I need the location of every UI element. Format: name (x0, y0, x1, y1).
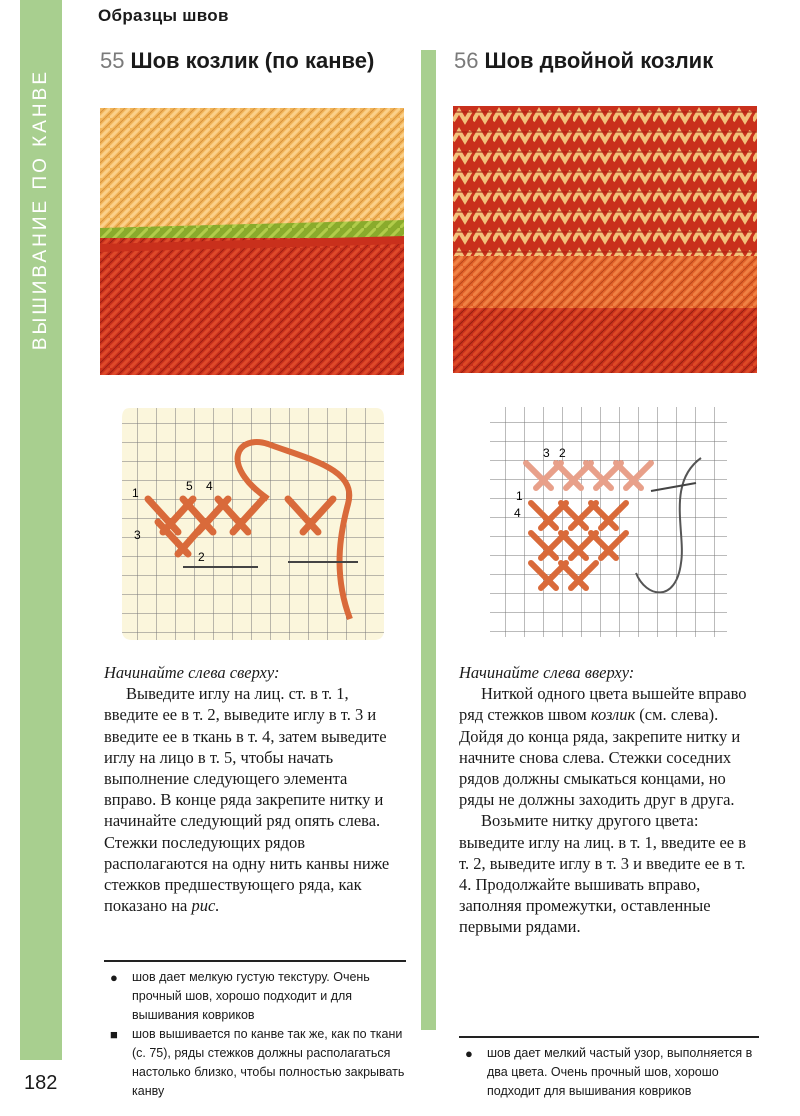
stitch-56-name: Шов двойной козлик (484, 48, 714, 73)
diagram-56-label-4: 4 (514, 506, 521, 520)
diagram-56-label-2: 2 (559, 446, 566, 460)
diagram-label-1: 1 (132, 486, 139, 500)
stitch-56-lead: Начинайте слева вверху: (459, 663, 635, 682)
stitch-56-notes (459, 1044, 759, 1101)
stitch-56-title (454, 48, 713, 74)
note-item (104, 968, 406, 1025)
stitch-56-diagram (486, 403, 731, 641)
stitch-56-sample-photo (453, 106, 757, 373)
stitch-56-text-1a: Ниткой одного цвета вышейте вправо ряд стежков швом (459, 684, 747, 725)
stitch-55-number: 55 (100, 48, 125, 73)
bullet-circle: ● (465, 1046, 473, 1061)
stitch-55-diagram (118, 404, 388, 644)
diagram-label-5: 5 (186, 479, 193, 493)
stitch-56-text-2: Возьмите нитку другого цвета: выведите иглу на лиц. в т. 1, введите ее в т. 2, выведите иглу в т. 3 и введите ее в т. 4. Продолжайте вышивать вправо, заполняя промежутки, оставленные первыми рядами. (459, 811, 747, 937)
stitch-56-text-1b: (см. слева). Дойдя до конца ряда, закрепите нитку и начните снова слева. Стежки соседних рядов должны смыкаться концами, но ряды не должны заходить друг в друга. (459, 705, 741, 810)
stitch-55-text: Выведите иглу на лиц. ст. в т. 1, введите ее в т. 2, выведите иглу в т. 3 и введите ее в ткань в т. 4, затем выведите иглу на лицо в т. 5, чтобы начать выполнение следующего элемента вправо. В конце ряда закрепите нитку и начинайте следующий ряд опять слева. Стежки последующих рядов располагаются на одну нить канвы ниже стежков предшествующего ряда, как показано на (104, 684, 390, 916)
stitch-55-figure-ref: рис. (191, 896, 220, 916)
diagram-label-2: 2 (198, 550, 205, 564)
sidebar-label: ВЫШИВАНИЕ ПО КАНВЕ (30, 69, 51, 351)
stitch-56-number: 56 (454, 48, 479, 73)
page-number: 182 (24, 1072, 58, 1094)
notes-divider-left (104, 960, 406, 962)
column-divider (421, 50, 436, 1030)
note-item (459, 1044, 759, 1101)
stitch-55-title (100, 48, 374, 74)
stitch-55-notes (104, 968, 406, 1101)
stitch-55-lead: Начинайте слева сверху: (104, 663, 280, 682)
page-header-title: Образцы швов (98, 6, 229, 25)
diagram-label-4: 4 (206, 479, 213, 493)
note-item (104, 1025, 406, 1101)
notes-divider-right (459, 1036, 759, 1038)
note-text: шов дает мелкий частый узор, выполняется в два цвета. Очень прочный шов, хорошо подходит для вышивания ковриков (487, 1046, 753, 1098)
note-text: шов вышивается по канве так же, как по ткани (с. 75), ряды стежков должны располагаться настолько близко, чтобы полностью закрывать канву (132, 1027, 405, 1098)
diagram-56-label-3: 3 (543, 446, 550, 460)
stitch-55-sample-photo (100, 108, 404, 375)
diagram-label-3: 3 (134, 528, 141, 542)
bullet-square: ■ (110, 1027, 118, 1042)
diagram-56-label-1: 1 (516, 489, 523, 503)
stitch-56-text-1-emphasis: козлик (590, 705, 636, 725)
bullet-circle: ● (110, 970, 118, 985)
stitch-55-name: Шов козлик (по канве) (130, 48, 375, 73)
stitch-56-instructions (459, 662, 757, 938)
stitch-55-instructions (104, 662, 402, 916)
note-text: шов дает мелкую густую текстуру. Очень прочный шов, хорошо подходит и для вышивания ковриков (132, 970, 370, 1022)
